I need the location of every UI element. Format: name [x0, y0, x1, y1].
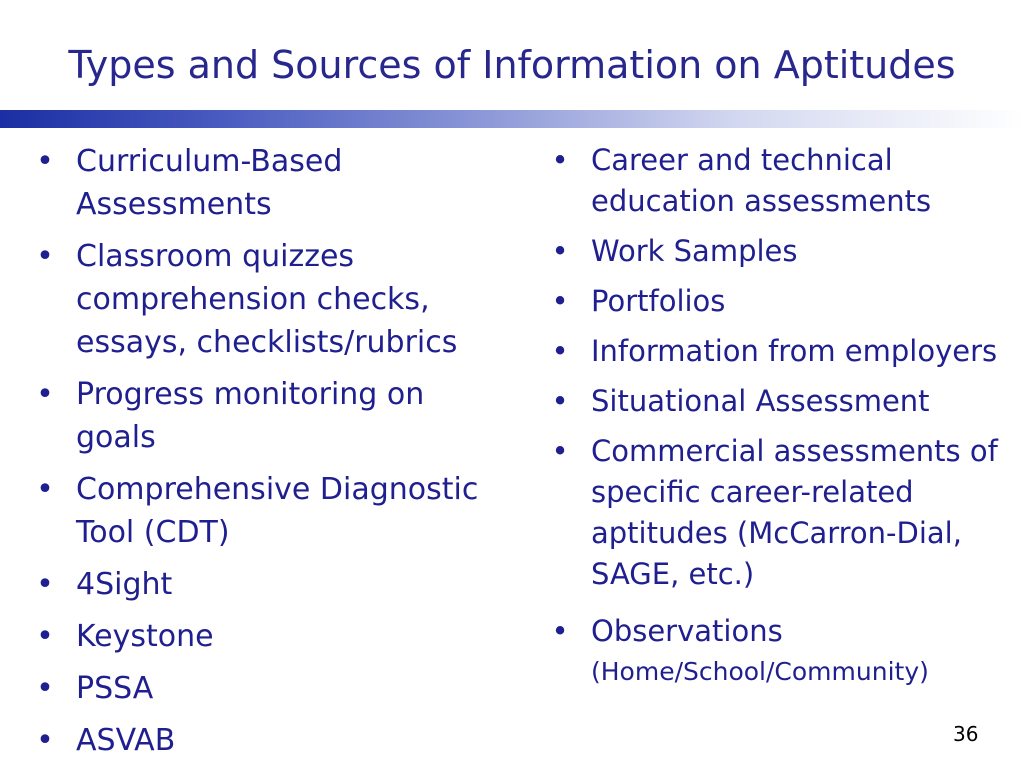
bullet-icon: • [551, 614, 569, 648]
bullet-item [545, 611, 1015, 692]
bullet-text: Work Samples [591, 234, 798, 268]
bullet-item [30, 235, 500, 364]
bullet-text: Comprehensive Diagnostic Tool (CDT) [76, 472, 479, 550]
bullet-text: Classroom quizzes comprehension checks, essays, checklists/rubrics [76, 239, 458, 360]
bullet-icon: • [36, 239, 54, 274]
bullet-item [30, 468, 500, 554]
bullet-text: Curriculum-Based Assessments [76, 144, 343, 222]
bullet-item [545, 231, 1015, 272]
bullet-item [30, 563, 500, 606]
bullet-item [30, 373, 500, 459]
bullet-icon: • [551, 434, 569, 468]
page-number: 36 [953, 722, 979, 746]
observations-detail: (Home/School/Community) [591, 657, 929, 686]
slide-title: Types and Sources of Information on Aptitudes [68, 43, 956, 87]
bullet-item [545, 331, 1015, 372]
bullet-text: Keystone [76, 619, 214, 654]
bullet-text: Progress monitoring on goals [76, 377, 425, 455]
bullet-icon: • [551, 143, 569, 177]
bullet-icon: • [551, 234, 569, 268]
bullet-icon: • [36, 671, 54, 706]
bullet-icon: • [36, 377, 54, 412]
bullet-item [545, 281, 1015, 322]
left-bullet-list [30, 140, 500, 768]
bullet-text: 4Sight [76, 567, 173, 602]
bullet-text: ASVAB [76, 723, 176, 758]
bullet-item [545, 140, 1015, 222]
bullet-icon: • [551, 284, 569, 318]
bullet-text: Observations [591, 614, 783, 648]
bullet-text: Commercial assessments of specific career-related aptitudes (McCarron-Dial, SAGE, etc.) [591, 434, 998, 591]
bullet-icon: • [36, 567, 54, 602]
bullet-item [545, 431, 1015, 595]
bullet-text: Portfolios [591, 284, 726, 318]
bullet-item [30, 719, 500, 762]
bullet-item [30, 140, 500, 226]
bullet-icon: • [36, 619, 54, 654]
bullet-icon: • [36, 144, 54, 179]
bullet-item [545, 381, 1015, 422]
bullet-text: PSSA [76, 671, 154, 706]
right-bullet-list [545, 140, 1015, 701]
bullet-text: Situational Assessment [591, 384, 930, 418]
bullet-icon: • [36, 472, 54, 507]
bullet-icon: • [36, 723, 54, 758]
bullet-icon: • [551, 334, 569, 368]
bullet-icon: • [551, 384, 569, 418]
bullet-item [30, 615, 500, 658]
bullet-item [30, 667, 500, 710]
bullet-text: Career and technical education assessments [591, 143, 932, 218]
title-gradient-bar [0, 110, 1024, 128]
bullet-text: Information from employers [591, 334, 998, 368]
